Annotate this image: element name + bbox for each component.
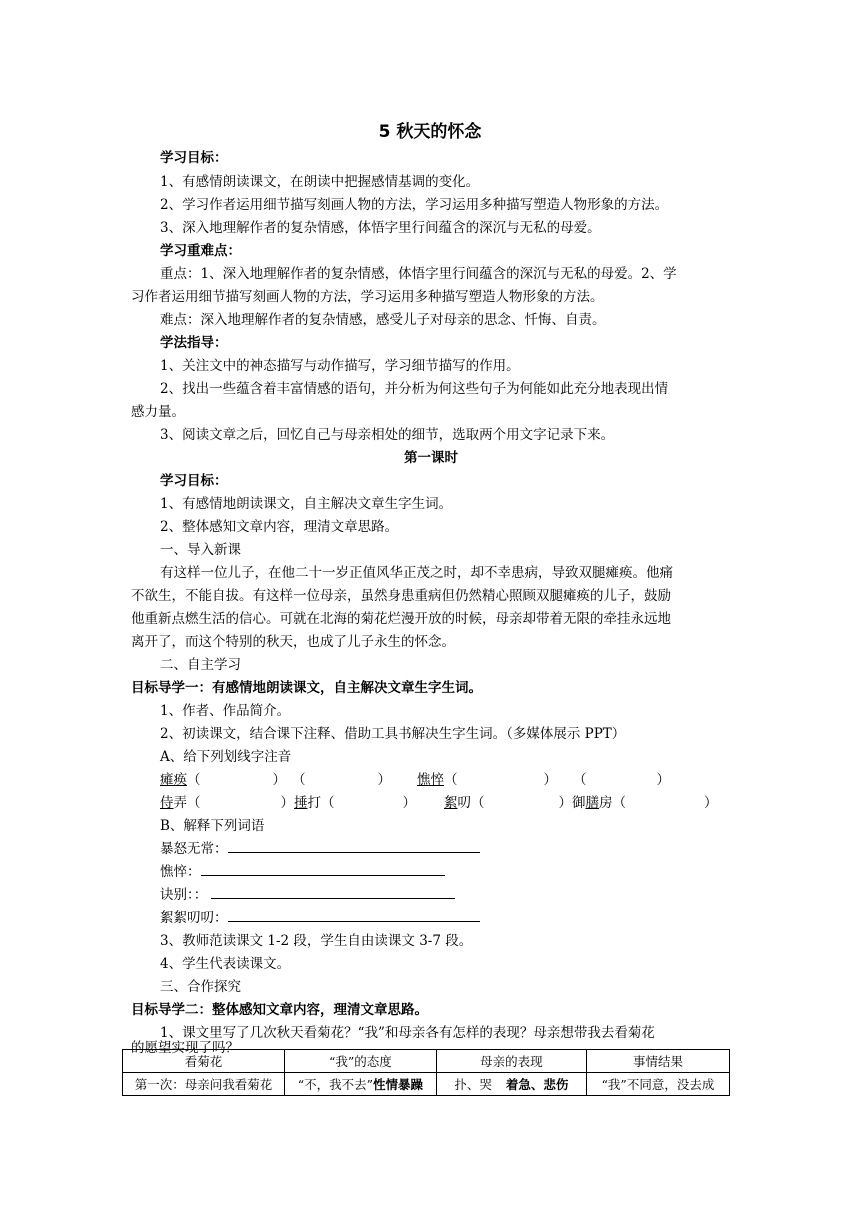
paren-open: （ bbox=[321, 795, 335, 811]
method-heading: 学法指导： bbox=[160, 335, 228, 351]
table-header-row bbox=[123, 1050, 730, 1073]
word-shi: 侍 bbox=[160, 795, 174, 811]
paren-open: （ bbox=[612, 795, 626, 811]
table-header-cell: “我”的态度 bbox=[285, 1050, 437, 1073]
def-2-label: 憔悴： bbox=[160, 864, 201, 880]
cell-text: “不，我不去” bbox=[297, 1077, 374, 1092]
cell-text-bold: 性情暴躁 bbox=[373, 1077, 424, 1092]
paren-close: ） bbox=[543, 772, 557, 788]
word-suffix: 叨 bbox=[457, 795, 471, 811]
lesson-1-goals-heading: 学习目标： bbox=[160, 473, 228, 489]
question-1-line-2: 的愿望实现了吗？ bbox=[131, 1040, 239, 1056]
item-b: B、解释下列词语 bbox=[160, 818, 265, 834]
goal-2: 2、学习作者运用细节描写刻画人物的方法，学习运用多种描写塑造人物形象的方法。 bbox=[160, 197, 669, 213]
intro-line-4: 离开了，而这个特别的秋天，也成了儿子永生的怀念。 bbox=[131, 634, 455, 650]
intro-line-1: 有这样一位儿子，在他二十一岁正值风华正茂之时，却不幸患病，导致双腿瘫痪。他痛 bbox=[160, 565, 673, 581]
word-suffix: 打 bbox=[307, 795, 321, 811]
keypoint-line-2: 习作者运用细节描写刻画人物的方法，学习运用多种描写塑造人物形象的方法。 bbox=[131, 289, 604, 305]
pinyin-row-2 bbox=[160, 792, 760, 815]
word-suffix: 弄 bbox=[173, 795, 187, 811]
paren-close: ） bbox=[402, 795, 416, 811]
item-4: 4、学生代表读课文。 bbox=[160, 956, 291, 972]
word-shan: 膳 bbox=[585, 795, 599, 811]
paren-close: ） bbox=[704, 795, 718, 811]
paren-open: （ bbox=[187, 795, 201, 811]
page-title: 5 秋天的怀念 bbox=[378, 122, 482, 142]
def-4-label: 絮絮叨叨： bbox=[160, 910, 228, 926]
keypoints-heading: 学习重难点： bbox=[160, 243, 241, 259]
lesson-1-goal-2: 2、整体感知文章内容，理清文章思路。 bbox=[160, 519, 399, 535]
question-1-line-1: 1、课文里写了几次秋天看菊花？“我”和母亲各有怎样的表现？母亲想带我去看菊花 bbox=[160, 1025, 655, 1041]
chrysanthemum-table bbox=[122, 1049, 730, 1096]
item-2: 2、初读课文，结合课下注释、借助工具书解决生字生词。（多媒体展示 PPT） bbox=[160, 726, 626, 742]
paren-close: ） bbox=[377, 772, 391, 788]
intro-line-2: 不欲生，不能自拔。有这样一位母亲，虽然身患重病但仍然精心照顾双腿瘫痪的儿子，鼓励 bbox=[131, 588, 671, 604]
table-cell: “我”不同意，没去成 bbox=[586, 1073, 729, 1096]
goal-1: 1、有感情朗读课文，在朗读中把握感情基调的变化。 bbox=[160, 174, 480, 190]
paren-open: （ bbox=[444, 772, 458, 788]
def-1-blank[interactable] bbox=[228, 838, 480, 853]
goals-heading: 学习目标： bbox=[160, 150, 228, 166]
def-4 bbox=[160, 907, 760, 930]
paren-open: （ bbox=[573, 772, 587, 788]
word-chui: 捶 bbox=[294, 795, 308, 811]
intro-line-3: 他重新点燃生活的信心。可就在北海的菊花烂漫开放的时候，母亲却带着无限的牵挂永远地 bbox=[131, 611, 671, 627]
word-qiaocui: 憔悴 bbox=[417, 772, 444, 788]
method-2-line-1: 2、找出一些蕴含着丰富情感的语句，并分析为何这些句子为何能如此充分地表现出情 bbox=[160, 381, 669, 397]
def-3 bbox=[160, 884, 760, 907]
section-self-study: 二、自主学习 bbox=[160, 657, 241, 673]
cell-text-bold: 着急、悲伤 bbox=[505, 1077, 569, 1092]
def-4-blank[interactable] bbox=[228, 907, 480, 922]
table-cell bbox=[285, 1073, 437, 1096]
word-xu: 絮 bbox=[444, 795, 458, 811]
paren-close: ） bbox=[280, 795, 294, 811]
table-row bbox=[123, 1073, 730, 1096]
method-2-line-2: 感力量。 bbox=[131, 404, 185, 420]
word-prefix: 御 bbox=[572, 795, 586, 811]
def-2 bbox=[160, 861, 760, 884]
guide-1: 目标导学一：有感情地朗读课文，自主解决文章生字生词。 bbox=[131, 680, 482, 696]
lesson-1-heading: 第一课时 bbox=[404, 450, 458, 466]
table-cell bbox=[436, 1073, 586, 1096]
guide-2: 目标导学二：整体感知文章内容，理清文章思路。 bbox=[131, 1002, 428, 1018]
table-header-cell: 事情结果 bbox=[586, 1050, 729, 1073]
lesson-1-goal-1: 1、有感情地朗读课文，自主解决文章生字生词。 bbox=[160, 496, 453, 512]
paren-open: （ bbox=[187, 772, 201, 788]
method-3: 3、阅读文章之后，回忆自己与母亲相处的细节，选取两个用文字记录下来。 bbox=[160, 427, 615, 443]
item-1: 1、作者、作品简介。 bbox=[160, 703, 291, 719]
section-intro: 一、导入新课 bbox=[160, 542, 241, 558]
method-1: 1、关注文中的神态描写与动作描写，学习细节描写的作用。 bbox=[160, 358, 520, 374]
goal-3: 3、深入地理解作者的复杂情感，体悟字里行间蕴含的深沉与无私的母爱。 bbox=[160, 220, 601, 236]
paren-close: ） bbox=[656, 772, 670, 788]
paren-open: （ bbox=[292, 772, 306, 788]
paren-close: ） bbox=[558, 795, 572, 811]
table-cell: 第一次：母亲问我看菊花 bbox=[123, 1073, 285, 1096]
item-a: A、给下列划线字注音 bbox=[160, 749, 292, 765]
table-header-cell: 母亲的表现 bbox=[436, 1050, 586, 1073]
cell-text: 扑、哭 bbox=[454, 1077, 492, 1092]
table-header-cell: 看菊花 bbox=[123, 1050, 285, 1073]
paren-open: （ bbox=[471, 795, 485, 811]
item-3: 3、教师范读课文 1-2 段，学生自由读课文 3-7 段。 bbox=[160, 933, 473, 949]
pinyin-row-1 bbox=[160, 769, 760, 792]
def-3-blank[interactable] bbox=[211, 884, 455, 899]
def-2-blank[interactable] bbox=[201, 861, 445, 876]
word-suffix: 房 bbox=[599, 795, 613, 811]
def-3-label: 诀别：： bbox=[160, 887, 208, 903]
def-1-label: 暴怒无常： bbox=[160, 841, 228, 857]
def-1 bbox=[160, 838, 760, 861]
difficulty-line: 难点：深入地理解作者的复杂情感，感受儿子对母亲的思念、忏悔、自责。 bbox=[160, 312, 606, 328]
section-cooperation: 三、合作探究 bbox=[160, 979, 241, 995]
paren-close: ） bbox=[272, 772, 286, 788]
keypoint-line-1: 重点：1、深入地理解作者的复杂情感，体悟字里行间蕴含的深沉与无私的母爱。2、学 bbox=[160, 266, 677, 282]
word-tanhuan: 瘫痪 bbox=[160, 772, 187, 788]
